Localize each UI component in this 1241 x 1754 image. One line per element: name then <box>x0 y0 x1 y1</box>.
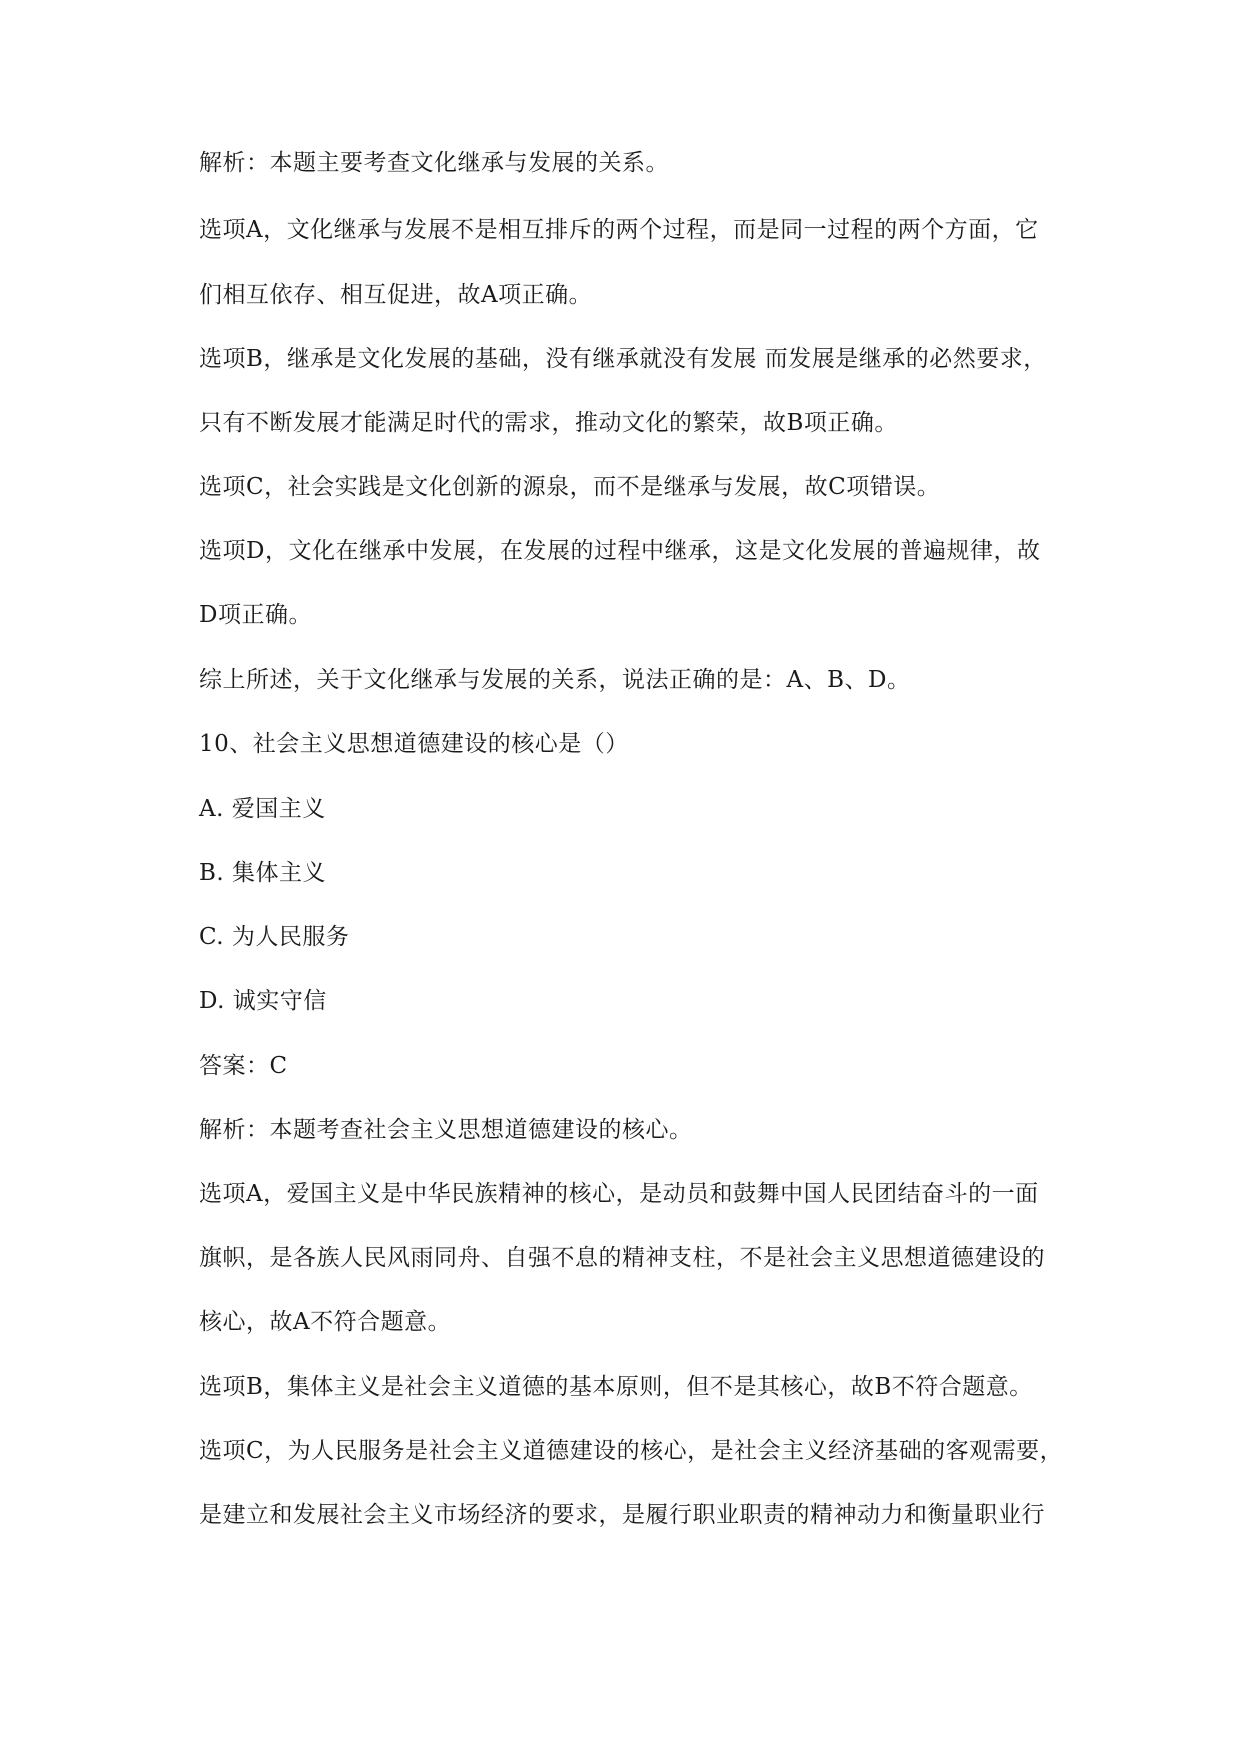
option-d-explanation-line-2: D项正确。 <box>199 602 312 628</box>
q10-option-b-explanation: 选项B，集体主义是社会主义道德的基本原则，但不是其核心，故B不符合题意。 <box>199 1374 1033 1400</box>
q10-option-a-line-3: 核心，故A不符合题意。 <box>199 1309 452 1335</box>
answer-line: 答案：C <box>199 1053 288 1079</box>
option-b-explanation-line-2: 只有不断发展才能满足时代的需求，推动文化的繁荣，故B项正确。 <box>199 410 898 436</box>
q10-option-a-line-2: 旗帜，是各族人民风雨同舟、自强不息的精神支柱，不是社会主义思想道德建设的 <box>199 1245 1045 1271</box>
option-b-explanation-line-1: 选项B，继承是文化发展的基础，没有继承就没有发展 而发展是继承的必然要求， <box>199 346 1047 372</box>
summary-line: 综上所述，关于文化继承与发展的关系，说法正确的是：A、B、D。 <box>199 667 911 693</box>
option-a-explanation-line-2: 们相互依存、相互促进，故A项正确。 <box>199 282 593 308</box>
option-d-explanation-line-1: 选项D，文化在继承中发展，在发展的过程中继承，这是文化发展的普遍规律，故 <box>199 538 1041 564</box>
q10-option-a-line-1: 选项A，爱国主义是中华民族精神的核心，是动员和鼓舞中国人民团结奋斗的一面 <box>199 1181 1039 1207</box>
question-10: 10、社会主义思想道德建设的核心是（） <box>199 731 629 757</box>
choice-c: C. 为人民服务 <box>199 924 350 950</box>
option-a-explanation-line-1: 选项A，文化继承与发展不是相互排斥的两个过程，而是同一过程的两个方面，它 <box>199 217 1039 243</box>
analysis-heading-q10: 解析：本题考查社会主义思想道德建设的核心。 <box>199 1117 693 1143</box>
choice-b: B. 集体主义 <box>199 860 327 886</box>
q10-option-c-line-1: 选项C，为人民服务是社会主义道德建设的核心，是社会主义经济基础的客观需要， <box>199 1438 1064 1464</box>
option-c-explanation: 选项C，社会实践是文化创新的源泉，而不是继承与发展，故C项错误。 <box>199 474 941 500</box>
analysis-heading-q9: 解析：本题主要考查文化继承与发展的关系。 <box>199 150 669 176</box>
choice-a: A. 爱国主义 <box>199 796 326 822</box>
q10-option-c-line-2: 是建立和发展社会主义市场经济的要求，是履行职业职责的精神动力和衡量职业行 <box>199 1502 1045 1528</box>
choice-d: D. 诚实守信 <box>199 988 327 1014</box>
